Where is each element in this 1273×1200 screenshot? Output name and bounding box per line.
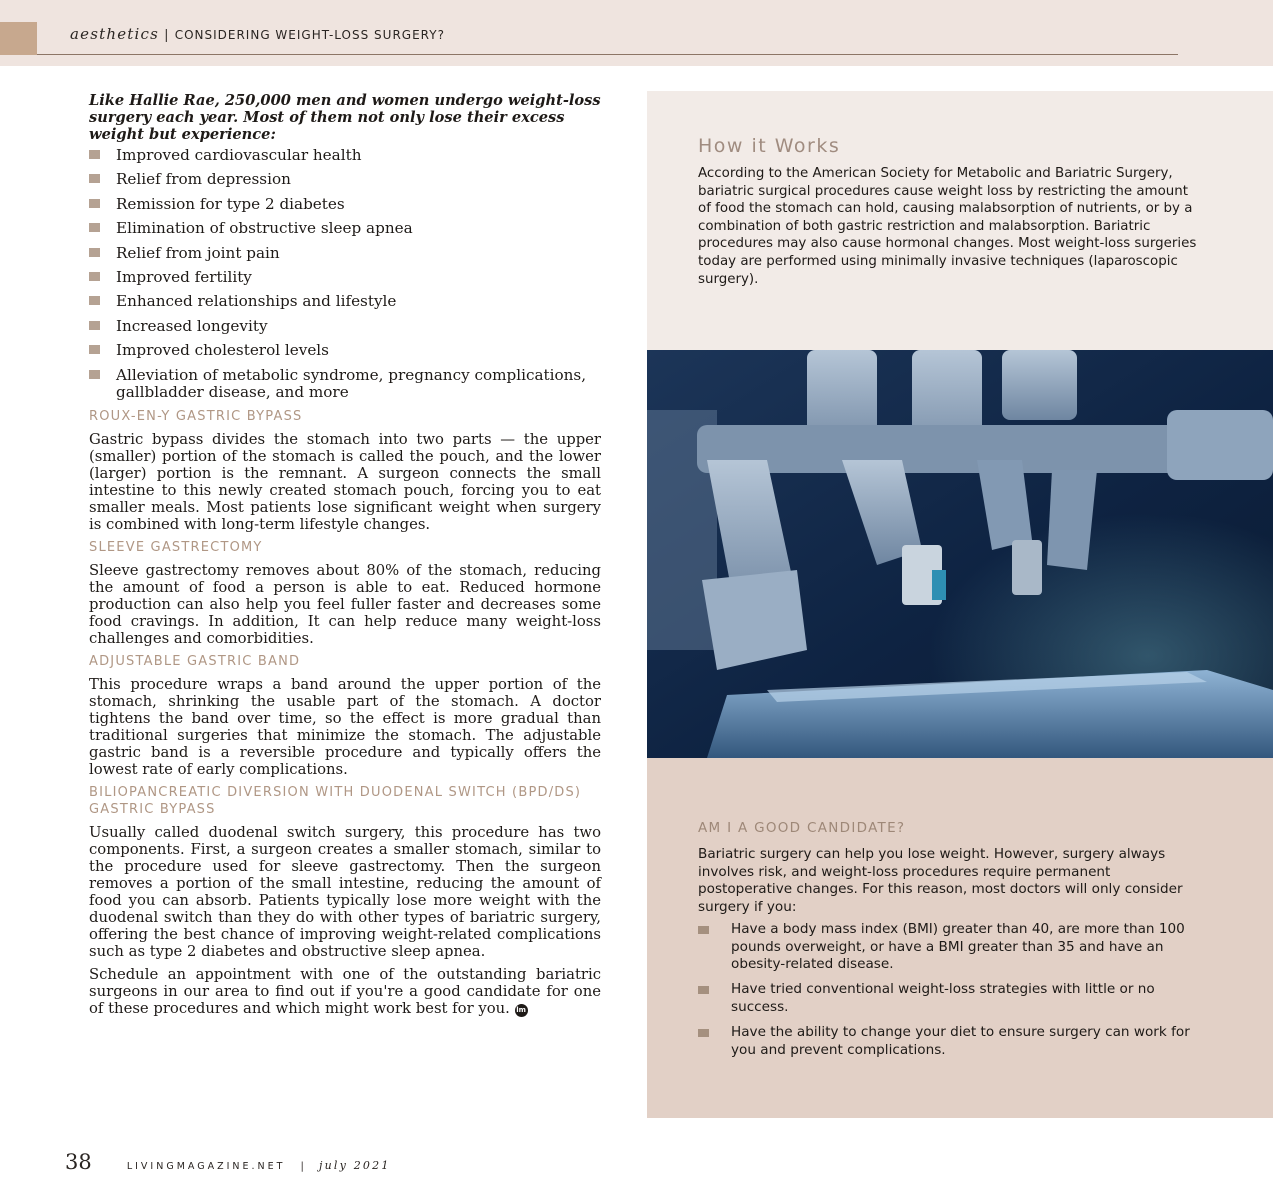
surgical-instrument <box>1012 540 1042 595</box>
operating-room-illustration <box>647 350 1273 758</box>
closing-text: Schedule an appointment with one of the outstanding bariatric surgeons in our area to find out if you're a good candidate for one of these procedures and which might work best for you. <box>89 965 601 1017</box>
benefit-item: Improved fertility <box>89 269 601 286</box>
procedure-heading-roux-en-y: ROUX-EN-Y GASTRIC BYPASS <box>89 408 303 424</box>
square-bullet-icon <box>698 986 709 994</box>
closing-paragraph <box>89 966 601 1017</box>
header-title: CONSIDERING WEIGHT-LOSS SURGERY? <box>174 28 445 42</box>
benefit-item: Remission for type 2 diabetes <box>89 196 601 213</box>
procedure-heading-bpd-ds: BILIOPANCREATIC DIVERSION WITH DUODENAL SWITCH (BPD/DS) GASTRIC BYPASS <box>89 784 582 817</box>
benefit-item: Improved cardiovascular health <box>89 147 601 164</box>
candidate-criterion: Have the ability to change your diet to ensure surgery can work for you and prevent complications. <box>698 1024 1198 1059</box>
candidate-intro: Bariatric surgery can help you lose weight. However, surgery always involves risk, and weight-loss procedures require permanent postoperative changes. For this reason, most doctors will only consider surgery if you: <box>698 846 1183 915</box>
section-tab <box>0 22 37 55</box>
square-bullet-icon <box>89 174 100 183</box>
how-it-works-title: How it Works <box>698 135 841 157</box>
intro-paragraph: Like Hallie Rae, 250,000 men and women undergo weight-loss surgery each year. Most of them not only lose their excess weight but experience: <box>89 92 601 143</box>
header-separator: | <box>164 28 170 43</box>
candidate-criterion: Have tried conventional weight-loss strategies with little or no success. <box>698 981 1198 1016</box>
square-bullet-icon <box>89 199 100 208</box>
candidate-sidebar <box>647 758 1273 1118</box>
footer-issue: july 2021 <box>319 1159 391 1172</box>
footer-site: LIVINGMAGAZINE.NET <box>126 1161 286 1172</box>
procedure-heading-band: ADJUSTABLE GASTRIC BAND <box>89 653 301 669</box>
candidate-criterion: Have a body mass index (BMI) greater than 40, are more than 100 pounds overweight, or have a BMI greater than 35 and have an obesity-related disease. <box>698 921 1198 974</box>
square-bullet-icon <box>89 345 100 354</box>
surgical-robot-photo <box>647 350 1273 758</box>
how-it-works-body: According to the American Society for Metabolic and Bariatric Surgery, bariatric surgical procedures cause weight loss by restricting the amount of food the stomach can hold, causing malabsorption of nutrients, or by a combination of both gastric restriction and malabsorption. Bariatric procedures may also cause hormonal changes. Most weight-loss surgeries today are performed using minimally invasive techniques (laparoscopic surgery). <box>698 166 1197 287</box>
square-bullet-icon <box>89 370 100 379</box>
procedure-heading-sleeve: SLEEVE GASTRECTOMY <box>89 539 263 555</box>
procedure-body-bpd-ds: Usually called duodenal switch surgery, this procedure has two components. First, a surgeon creates a smaller stomach, similar to the procedure used for sleeve gastrectomy. Then the surgeon removes a portion of the small intestine, reducing the amount of food you can absorb. Patients typically lose more weight with the duodenal switch than they do with other types of bariatric surgery, offering the best chance of improving weight-related complications such as type 2 diabetes and obstructive sleep apnea. <box>89 823 601 960</box>
candidate-criteria-list <box>698 921 1198 1067</box>
benefits-list <box>89 147 601 401</box>
benefit-item: Alleviation of metabolic syndrome, pregnancy complications, gallbladder disease, and more <box>89 367 601 401</box>
square-bullet-icon <box>698 926 709 934</box>
header-divider <box>37 54 1178 55</box>
square-bullet-icon <box>89 296 100 305</box>
section-name: aesthetics <box>70 25 160 43</box>
page-number: 38 <box>65 1150 92 1174</box>
benefit-item: Elimination of obstructive sleep apnea <box>89 220 601 237</box>
benefit-item: Increased longevity <box>89 318 601 335</box>
how-it-works-sidebar <box>647 91 1273 350</box>
instrument-light <box>932 570 946 600</box>
square-bullet-icon <box>698 1029 709 1037</box>
square-bullet-icon <box>89 321 100 330</box>
procedure-body-band: This procedure wraps a band around the upper portion of the stomach, shrinking the usable part of the stomach. A doctor tightens the band over time, so the effect is more gradual than traditional surgeries that minimize the stomach. The adjustable gastric band is a reversible procedure and typically offers the lowest rate of early complications. <box>89 675 601 778</box>
procedure-body-sleeve: Sleeve gastrectomy removes about 80% of the stomach, reducing the amount of food a person is able to eat. Reduced hormone production can also help you feel fuller faster and decreases some food cravings. In addition, It can help reduce many weight-loss challenges and comorbidities. <box>89 561 601 647</box>
candidate-title: AM I A GOOD CANDIDATE? <box>698 820 906 836</box>
end-mark-icon: lm <box>515 1004 528 1017</box>
benefit-item: Relief from joint pain <box>89 245 601 262</box>
footer-separator: | <box>300 1161 304 1172</box>
page-footer <box>65 1150 391 1174</box>
square-bullet-icon <box>89 248 100 257</box>
main-article <box>89 92 601 1023</box>
benefit-item: Enhanced relationships and lifestyle <box>89 293 601 310</box>
square-bullet-icon <box>89 150 100 159</box>
procedure-body-roux-en-y: Gastric bypass divides the stomach into two parts — the upper (smaller) portion of the stomach is called the pouch, and the lower (larger) portion is the remnant. A surgeon connects the small intestine to this newly created stomach pouch, forcing you to eat smaller meals. Most patients lose significant weight when surgery is combined with long-term lifestyle changes. <box>89 430 601 533</box>
benefit-item: Improved cholesterol levels <box>89 342 601 359</box>
robot-arm <box>1002 350 1077 420</box>
benefit-item: Relief from depression <box>89 171 601 188</box>
robot-arm <box>1167 410 1273 480</box>
square-bullet-icon <box>89 223 100 232</box>
running-header <box>70 25 445 43</box>
square-bullet-icon <box>89 272 100 281</box>
